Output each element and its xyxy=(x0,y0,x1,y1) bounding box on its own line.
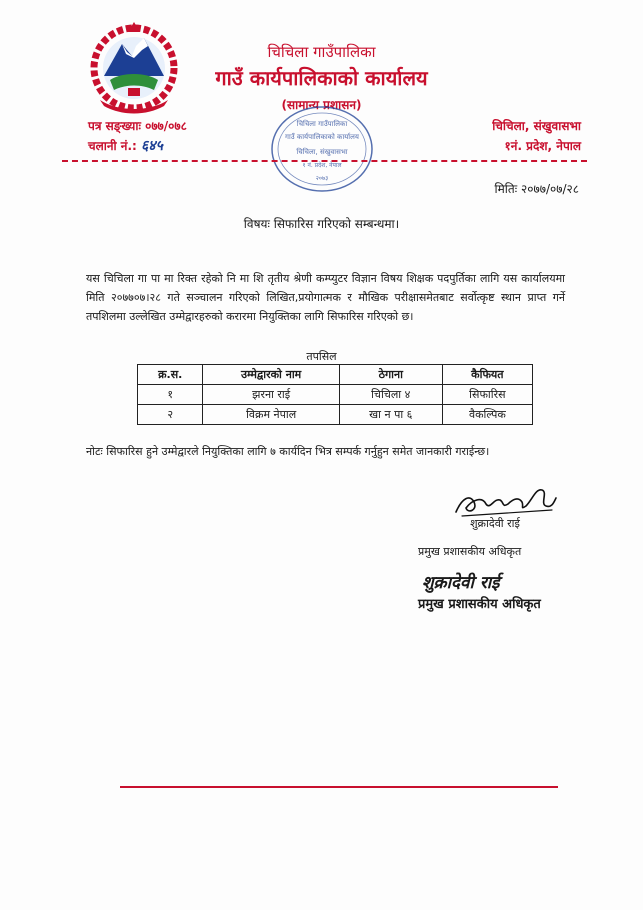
cell-serial: १ xyxy=(138,385,203,405)
letter-subject: विषयः सिफारिस गरिएको सम्बन्धमा। xyxy=(243,217,400,231)
stamp-year: २०७३ xyxy=(315,175,329,182)
cell-remarks: वैकल्पिक xyxy=(442,405,532,425)
stamp-line-1: चिचिला गाउँपालिका xyxy=(296,120,348,128)
cell-name: झरना राई xyxy=(203,385,339,405)
table-row xyxy=(138,405,533,425)
dispatch-number-value: ६४५ xyxy=(141,138,163,154)
office-title: गाउँ कार्यपालिकाको कार्यालय xyxy=(215,66,428,90)
header-candidate-name: उम्मेद्वारको नाम xyxy=(203,365,339,385)
location-block xyxy=(492,116,581,156)
office-division: (सामान्य प्रशासन) xyxy=(281,98,362,112)
ref-number-label: पत्र सङ्ख्याः xyxy=(88,119,141,133)
signer-seal-title: प्रमुख प्रशासकीय अधिकृत xyxy=(418,597,541,612)
cell-address: चिचिला ४ xyxy=(339,385,442,405)
table-header-row xyxy=(138,365,533,385)
dispatch-number-label: चलानी नं.: xyxy=(88,139,137,153)
header-serial: क्र.स. xyxy=(138,365,203,385)
letter-date: मितिः २०७७/०७/२८ xyxy=(494,182,579,196)
location-line-1: चिचिला, संखुवासभा xyxy=(492,119,581,133)
signer-title: प्रमुख प्रशासकीय अधिकृत xyxy=(418,545,522,558)
official-stamp xyxy=(268,104,376,194)
office-name: चिचिला गाउँपालिका xyxy=(267,43,376,61)
stamp-line-4: १ नं. प्रदेश, नेपाल xyxy=(302,162,342,169)
cell-address: खा न पा ६ xyxy=(339,405,442,425)
dispatch-number-line xyxy=(88,136,187,156)
ref-number-value: ०७७/०७८ xyxy=(145,119,187,133)
signer-name: शुक्रादेवी राई xyxy=(470,517,520,530)
stamp-line-2: गाउँ कार्यपालिकाको कार्यालय xyxy=(285,133,359,141)
header-remarks: कैफियत xyxy=(442,365,532,385)
signer-seal-name: शुक्रादेवी राई xyxy=(422,573,500,593)
header-divider xyxy=(62,160,587,162)
cell-remarks: सिफारिस xyxy=(442,385,532,405)
cell-name: विक्रम नेपाल xyxy=(203,405,339,425)
footer-divider xyxy=(120,786,558,788)
reference-block xyxy=(88,116,187,156)
candidate-table xyxy=(137,364,533,425)
header-address: ठेगाना xyxy=(339,365,442,385)
location-line-2: १नं. प्रदेश, नेपाल xyxy=(504,139,581,153)
letter-body: यस चिचिला गा पा मा रिक्त रहेको नि मा शि तृतीय श्रेणी कम्प्युटर विज्ञान विषय शिक्षक पदपुर्तिका लागि यस कार्यालयमा मिति २०७७०७।२८ गते सञ्चालन गरिएको लिखित,प्रयोगात्मक र मौखिक परीक्षासमेतबाट सर्वोत्कृष्ट स्थान प्राप्त गर्ने तपशिलमा उल्लेखित उम्मेद्वारहरुको करारमा नियुक्तिका लागि सिफारिस गरिएको छ। xyxy=(86,272,565,323)
cell-serial: २ xyxy=(138,405,203,425)
letter-note: नोटः सिफारिस हुने उम्मेद्वारले नियुक्तिका लागि ७ कार्यदिन भित्र सम्पर्क गर्नुहुन समेत जानकारी गराईन्छ। xyxy=(86,445,490,458)
stamp-line-3: चिचिला, संखुवासभा xyxy=(296,148,348,156)
table-caption: तपसिल xyxy=(306,350,337,363)
ref-number-line xyxy=(88,116,187,136)
table-row xyxy=(138,385,533,405)
